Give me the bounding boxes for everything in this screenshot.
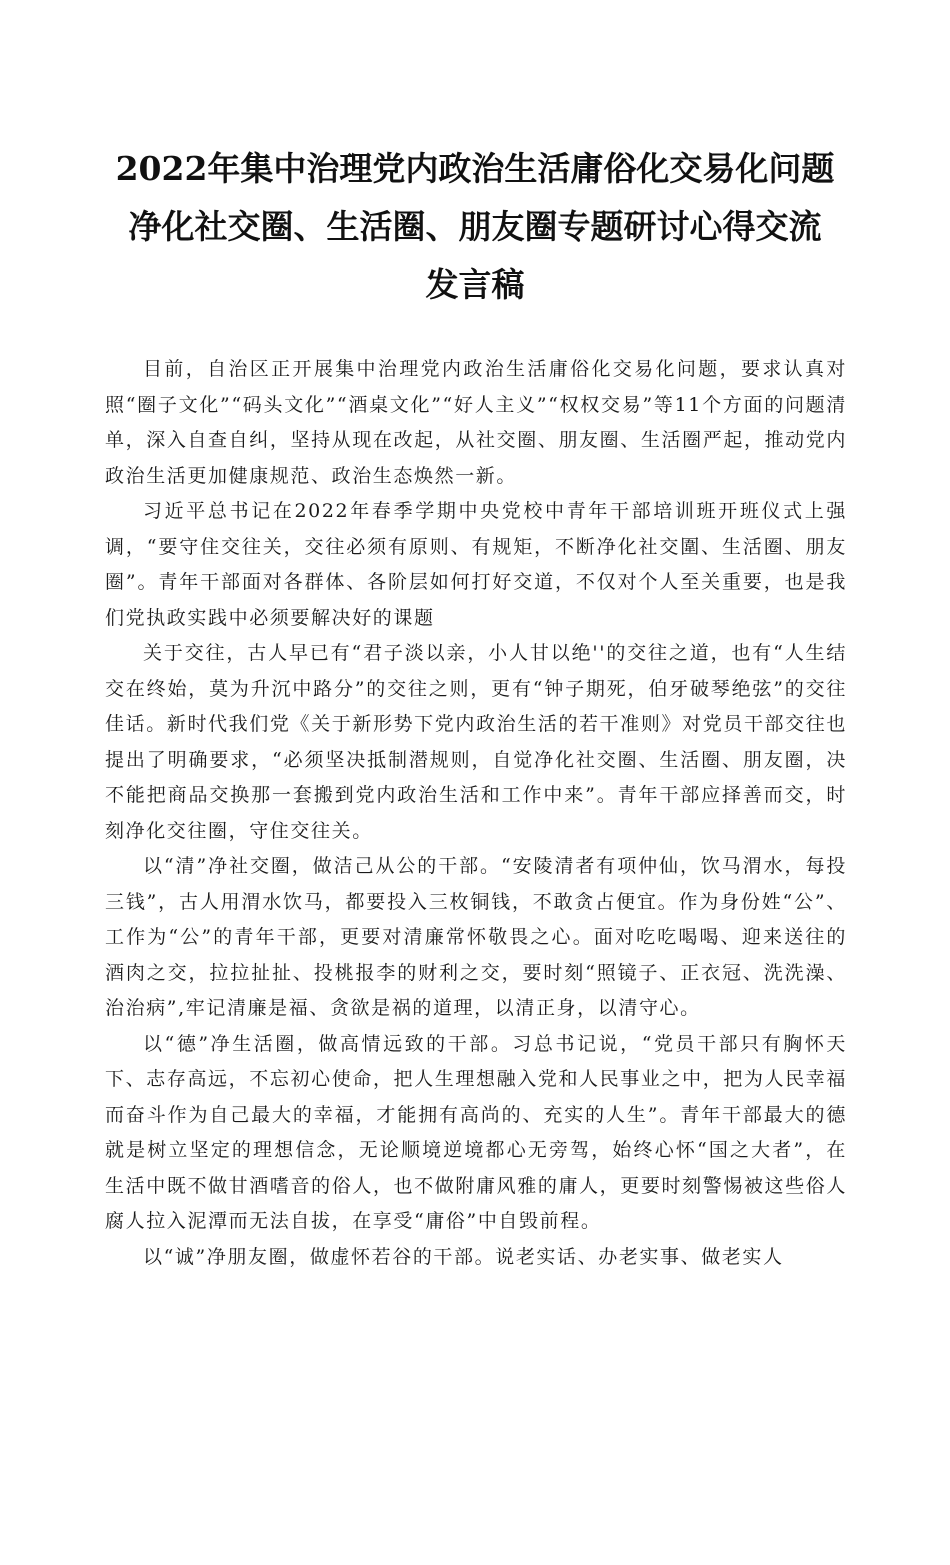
paragraph-1: 目前，自治区正开展集中治理党内政治生活庸俗化交易化问题，要求认真对照“圈子文化”“码头文化”“酒桌文化”“好人主义”“权权交易”等11个方面的问题清单，深入自查自纠，坚持从现在改起，从社交圈、朋友圈、生活圈严起，推动党内政治生活更加健康规范、政治生态焕然一新。 xyxy=(105,358,847,487)
document-body xyxy=(105,352,847,1275)
paragraph-4: 以“清”净社交圈，做洁己从公的干部。“安陵清者有项仲仙，饮马渭水，每投三钱”，古人用渭水饮马，都要投入三枚铜钱，不敢贪占便宜。作为身份姓“公”、工作为“公”的青年干部，更要对清廉常怀敬畏之心。面对吃吃喝喝、迎来送往的酒肉之交，拉拉扯扯、投桃报李的财利之交，要时刻“照镜子、正衣冠、洗洗澡、治治病”,牢记清廉是福、贪欲是祸的道理，以清正身，以清守心。 xyxy=(105,855,847,1019)
paragraph-5: 以“德”净生活圈，做高情远致的干部。习总书记说，“党员干部只有胸怀天下、志存高远，不忘初心使命，把人生理想融入党和人民事业之中，把为人民幸福而奋斗作为自己最大的幸福，才能拥有高尚的、充实的人生”。青年干部最大的德就是树立坚定的理想信念，无论顺境逆境都心无旁驾，始终心怀“国之大者”，在生活中既不做甘酒嗜音的俗人，也不做附庸风雅的庸人，更要时刻警惕被这些俗人腐人拉入泥潭而无法自拔，在享受“庸俗”中自毁前程。 xyxy=(105,1032,847,1232)
paragraph-3: 关于交往，古人早已有“君子淡以亲，小人甘以绝''的交往之道，也有“人生结交在终始，莫为升沉中路分”的交往之则，更有“钟子期死，伯牙破琴绝弦”的交往佳话。新时代我们党《关于新形势下党内政治生活的若干准则》对党员干部交往也提出了明确要求，“必须坚决抵制潜规则，自觉净化社交圈、生活圈、朋友圈，决不能把商品交换那一套搬到党内政治生活和工作中来”。青年干部应择善而交，时刻净化交往圈，守住交往关。 xyxy=(105,642,847,842)
document-title xyxy=(105,140,845,314)
paragraph-6: 以“诚”净朋友圈，做虚怀若谷的干部。说老实话、办老实事、做老实人 xyxy=(143,1245,784,1268)
title-line-3: 发言稿 xyxy=(425,265,525,304)
title-line-1: 2022年集中治理党内政治生活庸俗化交易化问题 xyxy=(115,149,835,188)
paragraph-2: 习近平总书记在2022年春季学期中央党校中青年干部培训班开班仪式上强调，“要守住交往关，交往必须有原则、有规矩，不断净化社交圍、生活圈、朋友圈”。青年干部面对各群体、各阶层如何打好交道，不仅对个人至关重要，也是我们党执政实践中必须要解决好的课题 xyxy=(105,500,847,629)
title-line-2: 净化社交圈、生活圈、朋友圈专题研讨心得交流 xyxy=(128,207,822,246)
